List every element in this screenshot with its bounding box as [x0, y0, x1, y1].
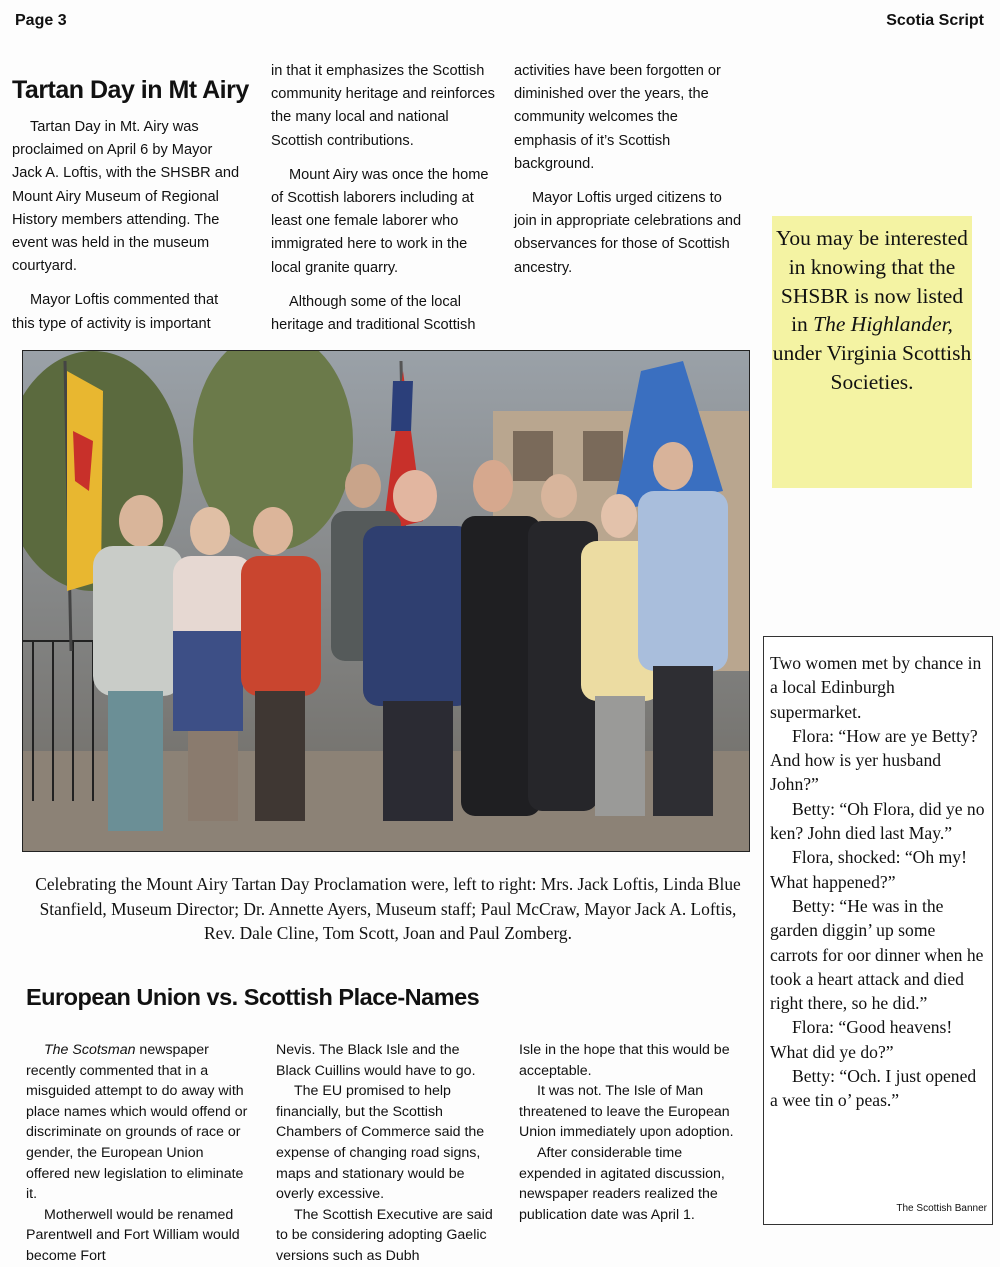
photo-illustration: [23, 351, 749, 851]
article-column-3: [514, 60, 744, 280]
paragraph: Isle in the hope that this would be acceptable.: [519, 1042, 730, 1079]
article-headline: Tartan Day in Mt Airy: [12, 76, 249, 104]
paragraph: [26, 1040, 248, 1205]
joke-paragraph: Flora: “Good heavens! What did ye do?”: [770, 1017, 953, 1062]
article-column-3: [519, 1040, 741, 1225]
paragraph: Although some of the local heritage and traditional Scottish: [271, 293, 476, 334]
article-column-1: [26, 1040, 248, 1267]
paragraph: It was not. The Isle of Man threatened to leave the European Union immediately upon adoption.: [519, 1083, 734, 1141]
joke-paragraph: Flora, shocked: “Oh my! What happened?”: [770, 847, 967, 892]
publication-name: Scotia Script: [886, 12, 984, 29]
newspaper-name: The Scotsman: [44, 1042, 136, 1058]
joke-credit: The Scottish Banner: [896, 1203, 987, 1214]
page-number: Page 3: [15, 12, 67, 29]
paragraph: activities have been forgotten or diminished over the years, the community welcomes the emphasis of it’s Scottish background.: [514, 63, 721, 172]
paragraph: The Scottish Executive are said to be considering adopting Gaelic versions such as Dubh: [276, 1206, 493, 1264]
paragraph: Tartan Day in Mt. Airy was proclaimed on April 6 by Mayor Jack A. Loftis, with the SHSBR and Mount Airy Museum of Regional History members attending. The event was held in the museum courtyard.: [12, 119, 240, 275]
joke-paragraph: Betty: “Och. I just opened a wee tin o’ peas.”: [770, 1066, 977, 1111]
callout-publication-title: The Highlander,: [813, 312, 953, 337]
article-column-2: [271, 60, 499, 337]
group-photo: [22, 350, 750, 852]
joke-paragraph: Flora: “How are ye Betty? And how is yer husband John?”: [770, 725, 978, 795]
paragraph: Mount Airy was once the home of Scottish laborers including at least one female laborer who immigrated here to work in the local granite quarry.: [271, 166, 489, 276]
paragraph: Mayor Loftis urged citizens to join in appropriate celebrations and observances for those of Scottish ancestry.: [514, 190, 742, 276]
joke-box: [763, 636, 993, 1225]
photo-caption: Celebrating the Mount Airy Tartan Day Proclamation were, left to right: Mrs. Jack Loftis, Linda Blue Stanfield, Museum Director; Dr. Annette Ayers, Museum staff; Paul McCraw, Mayor Jack A. Loftis, Rev. Dale Cline, Tom Scott, Joan and Paul Zomberg.: [35, 874, 741, 944]
article-headline: European Union vs. Scottish Place-Names: [26, 984, 480, 1010]
paragraph: The EU promised to help financially, but the Scottish Chambers of Commerce said the expense of changing road signs, maps and stationary would be overly excessive.: [276, 1083, 485, 1203]
paragraph: in that it emphasizes the Scottish community heritage and reinforces the many local and national Scottish contributions.: [271, 63, 495, 149]
paragraph: After considerable time expended in agitated discussion, newspaper readers realized the publication date was April 1.: [519, 1144, 725, 1223]
paragraph: Motherwell would be renamed Parentwell and Fort William would become Fort: [26, 1206, 240, 1264]
paragraph: Nevis. The Black Isle and the Black Cuillins would have to go.: [276, 1042, 476, 1079]
joke-paragraph: Betty: “Oh Flora, did ye no ken? John died last May.”: [770, 798, 985, 844]
joke-paragraph: Two women met by chance in a local Edinburgh supermarket.: [770, 653, 982, 722]
paragraph-text: newspaper recently commented that in a misguided attempt to do away with place names which would offend or discriminate on grounds of race or gender, the European Union offered new legislation to eliminate it.: [26, 1042, 248, 1203]
article-column-2: [276, 1040, 498, 1267]
callout-text: under Virginia Scottish Societies.: [772, 341, 972, 394]
callout-text: You may be interested in knowing that the SHSBR is now listed in: [776, 226, 968, 337]
joke-paragraph: Betty: “He was in the garden diggin’ up some carrots for oor dinner when he took a heart attack and died right there, so he did.”: [770, 895, 984, 1014]
paragraph: Mayor Loftis commented that this type of activity is important: [12, 292, 219, 332]
highlander-callout: [772, 216, 972, 488]
article-column-1: [12, 116, 242, 336]
